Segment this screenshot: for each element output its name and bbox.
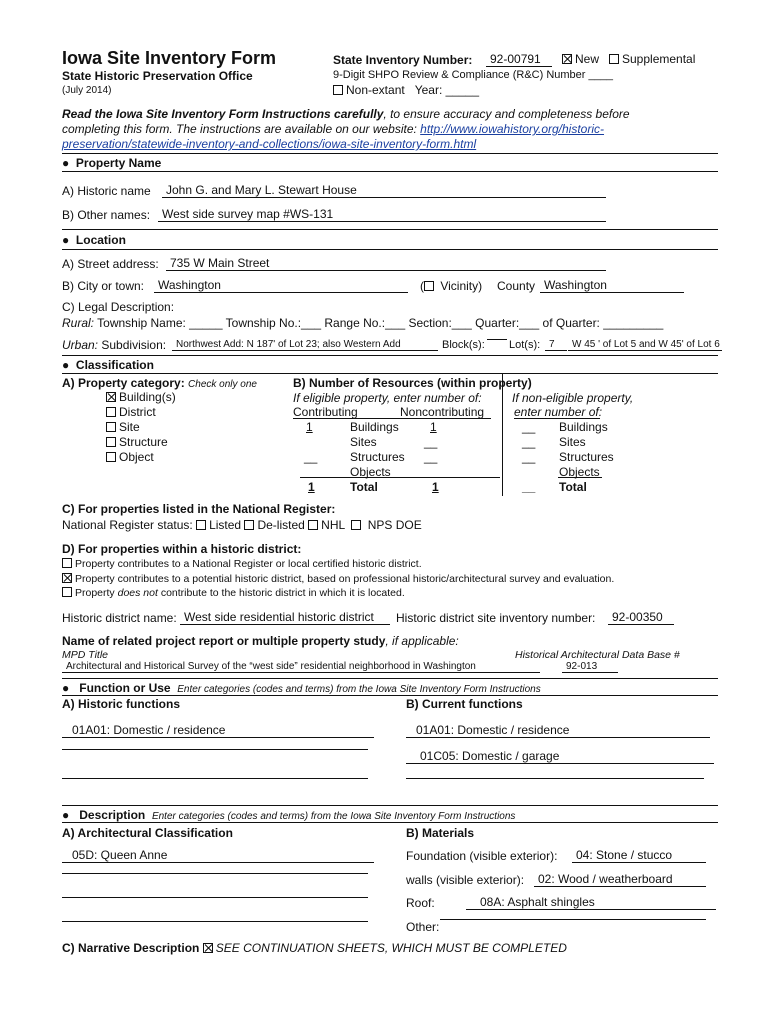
district-name-field[interactable]: West side residential historic district xyxy=(180,610,390,625)
category-list xyxy=(106,390,176,465)
lots-label: Lot(s): xyxy=(509,339,541,351)
noneligible-rows: __ Buildings __ Sites __ Structures Objects __ Total xyxy=(522,420,614,494)
contributes-nr-checkbox[interactable] xyxy=(62,558,72,568)
historic-name-field[interactable]: John G. and Mary L. Stewart House xyxy=(162,183,606,198)
category-structure[interactable]: Structure xyxy=(106,435,176,450)
office-name: State Historic Preservation Office xyxy=(62,69,253,83)
architectural-classification-label: A) Architectural Classification xyxy=(62,826,233,840)
historic-district-heading: D) For properties within a historic district: xyxy=(62,542,302,556)
divider xyxy=(62,171,718,172)
historic-functions-label: A) Historic functions xyxy=(62,697,181,711)
foundation-label: Foundation (visible exterior): xyxy=(406,849,558,863)
listed-checkbox[interactable] xyxy=(196,520,206,530)
noncontributing-header: Noncontributing xyxy=(400,405,485,419)
district-options xyxy=(62,557,614,601)
narrative-checkbox[interactable] xyxy=(203,943,213,953)
walls-field[interactable]: 02: Wood / weatherboard xyxy=(534,872,706,887)
rural-line: Rural: Township Name: _____ Township No.:___ Range No.:___ Section:___ Quarter:___ of Quarter: _________ xyxy=(62,316,664,330)
national-register-heading: C) For properties listed in the National Register: xyxy=(62,502,336,516)
noneligible-count[interactable]: __ xyxy=(522,420,536,434)
blocks-label: Block(s): xyxy=(442,339,485,351)
arch-classification-field-2[interactable] xyxy=(62,873,368,874)
urban-line: Urban: Subdivision: xyxy=(62,338,167,352)
section-function: ● Function or Use Enter categories (codes and terms) from the Iowa Site Inventory Form Instructions xyxy=(62,681,541,695)
district-option-not-contributes[interactable]: Property does not contribute to the historic district in which it is located. xyxy=(62,586,614,601)
resources-header-rule xyxy=(293,418,491,419)
arch-classification-field-4[interactable] xyxy=(62,921,368,922)
divider xyxy=(62,153,718,154)
nhl-checkbox[interactable] xyxy=(308,520,318,530)
current-function-field-3[interactable] xyxy=(406,778,704,779)
legal-description-label: C) Legal Description: xyxy=(62,300,175,314)
property-category-heading: A) Property category: Check only one xyxy=(62,376,257,390)
resource-rows xyxy=(300,420,460,495)
resource-row-total: 1 Total 1 xyxy=(308,480,439,494)
foundation-field[interactable]: 04: Stone / stucco xyxy=(572,848,706,863)
historic-function-field-1[interactable]: 01A01: Domestic / residence xyxy=(62,723,374,738)
shpo-number-label: 9-Digit SHPO Review & Compliance (R&C) Number ____ xyxy=(333,69,613,81)
current-function-field-1[interactable]: 01A01: Domestic / residence xyxy=(406,723,710,738)
eligible-hint: If eligible property, enter number of: xyxy=(293,391,482,405)
instructions-line1: Read the Iowa Site Inventory Form Instructions carefully, to ensure accuracy and completeness before xyxy=(62,107,630,121)
new-checkbox[interactable] xyxy=(562,54,572,64)
resources-divider xyxy=(502,374,503,496)
divider xyxy=(62,805,718,806)
other-names-label: B) Other names: xyxy=(62,208,151,222)
instructions-link-cont[interactable]: preservation/statewide-inventory-and-collections/iowa-site-inventory-form.html xyxy=(62,137,477,151)
divider xyxy=(62,249,718,250)
database-number-field[interactable]: 92-013 xyxy=(562,661,618,673)
vicinity-option[interactable]: ( Vicinity) xyxy=(420,279,483,293)
noneligible-hint-2: enter number of: xyxy=(514,405,603,419)
street-address-field[interactable]: 735 W Main Street xyxy=(166,256,606,271)
database-number-label: Historical Architectural Data Base # xyxy=(515,649,680,661)
divider xyxy=(62,373,718,374)
supplemental-checkbox[interactable] xyxy=(609,54,619,64)
related-study-heading: Name of related project report or multiple property study, if applicable: xyxy=(62,634,459,648)
nonextant-option[interactable]: Non-extant Year: _____ xyxy=(333,83,479,97)
district-option-contributes-nr[interactable]: Property contributes to a National Register or local certified historic district. xyxy=(62,557,614,572)
other-materials-label: Other: xyxy=(406,920,440,934)
section-location: ● Location xyxy=(62,233,126,247)
instructions-line3 xyxy=(62,137,476,151)
divider xyxy=(62,355,718,356)
other-materials-field[interactable] xyxy=(440,919,706,920)
divider xyxy=(62,695,718,696)
resource-row-structures: __ Structures __ xyxy=(304,450,438,464)
category-site[interactable]: Site xyxy=(106,420,176,435)
noncontributing-count[interactable]: 1 xyxy=(430,420,437,434)
roof-field[interactable]: 08A: Asphalt shingles xyxy=(466,895,716,910)
subdivision-field[interactable]: Northwest Add: N 187' of Lot 23; also Western Add xyxy=(172,339,438,351)
state-inventory-label: State Inventory Number: xyxy=(333,53,473,67)
arch-classification-field-1[interactable]: 05D: Queen Anne xyxy=(62,848,374,863)
resource-row-sites: Sites __ xyxy=(350,435,438,449)
contributing-header: Contributing xyxy=(293,405,358,419)
instructions-link[interactable]: http://www.iowahistory.org/historic- xyxy=(420,122,605,136)
noneligible-total[interactable]: __ xyxy=(522,480,536,494)
nonextant-checkbox[interactable] xyxy=(333,85,343,95)
walls-label: walls (visible exterior): xyxy=(406,873,525,887)
county-label: County xyxy=(497,279,536,293)
nr-listed-option[interactable]: Listed xyxy=(196,518,241,532)
current-functions-label: B) Current functions xyxy=(406,697,523,711)
lots-description-field[interactable]: W 45 ' of Lot 5 and W 45' of Lot 6 xyxy=(568,339,722,351)
materials-label: B) Materials xyxy=(406,826,475,840)
noncontributing-count[interactable]: __ xyxy=(424,450,438,464)
nr-nhl-option[interactable]: NHL xyxy=(308,518,345,532)
historic-function-field-2[interactable] xyxy=(62,749,368,750)
contributing-count[interactable]: __ xyxy=(304,450,318,464)
nr-delisted-option[interactable]: De-listed xyxy=(244,518,304,532)
form-date: (July 2014) xyxy=(62,85,112,96)
resource-row-buildings: 1 Buildings 1 xyxy=(306,420,437,434)
nr-status-line: National Register status: Listed De-listed NHL NPS DOE xyxy=(62,518,422,532)
npsdoe-checkbox[interactable] xyxy=(351,520,361,530)
section-description: ● Description Enter categories (codes and terms) from the Iowa Site Inventory Form Instructions xyxy=(62,808,516,822)
roof-label: Roof: xyxy=(406,896,435,910)
new-option[interactable]: New xyxy=(562,52,599,66)
district-checkbox[interactable] xyxy=(106,407,116,417)
contributing-total[interactable]: 1 xyxy=(308,480,315,494)
noneligible-count[interactable]: __ xyxy=(522,450,536,464)
noncontributing-count[interactable]: __ xyxy=(424,435,438,449)
year-label: Year: _____ xyxy=(414,83,480,97)
contributing-count[interactable]: 1 xyxy=(306,420,313,434)
noneligible-header-rule xyxy=(514,418,600,419)
noneligible-hint: If non-eligible property, xyxy=(512,391,634,405)
other-names-field[interactable]: West side survey map #WS-131 xyxy=(158,207,606,222)
street-address-label: A) Street address: xyxy=(62,257,159,271)
contributes-potential-checkbox[interactable] xyxy=(62,573,72,583)
form-title: Iowa Site Inventory Form xyxy=(62,48,277,68)
city-label: B) City or town: xyxy=(62,279,145,293)
total-rule xyxy=(300,477,500,478)
historic-name-label: A) Historic name xyxy=(62,184,151,198)
noncontributing-total[interactable]: 1 xyxy=(432,480,439,494)
lots-field[interactable]: 7 xyxy=(545,339,567,351)
object-checkbox[interactable] xyxy=(106,452,116,462)
divider xyxy=(62,822,718,823)
divider xyxy=(62,678,718,679)
category-district[interactable]: District xyxy=(106,405,176,420)
district-option-contributes-potential[interactable]: Property contributes to a potential historic district, based on professional historic/architectural survey and evaluation. xyxy=(62,572,614,587)
instructions-line2: completing this form. The instructions are available on our website: http://www.iowahistory.org/historic- xyxy=(62,122,605,136)
state-inventory-field[interactable]: 92-00791 xyxy=(486,52,552,67)
nr-npsdoe-option[interactable]: NPS DOE xyxy=(351,518,421,532)
noneligible-total-rule xyxy=(558,477,602,478)
structure-checkbox[interactable] xyxy=(106,437,116,447)
mpd-title-label: MPD Title xyxy=(62,649,108,661)
city-field[interactable]: Washington xyxy=(154,278,408,293)
district-name-label: Historic district name: xyxy=(62,611,177,625)
not-contributes-checkbox[interactable] xyxy=(62,587,72,597)
district-site-inv-label: Historic district site inventory number: xyxy=(396,611,596,625)
category-object[interactable]: Object xyxy=(106,450,176,465)
site-checkbox[interactable] xyxy=(106,422,116,432)
delisted-checkbox[interactable] xyxy=(244,520,254,530)
supplemental-option[interactable]: Supplemental xyxy=(609,52,695,66)
historic-function-field-3[interactable] xyxy=(62,778,368,779)
divider xyxy=(62,229,718,230)
current-function-field-2[interactable]: 01C05: Domestic / garage xyxy=(406,749,714,764)
arch-classification-field-3[interactable] xyxy=(62,897,368,898)
vicinity-checkbox[interactable] xyxy=(424,281,434,291)
section-classification: ● Classification xyxy=(62,358,154,372)
category-building[interactable]: Building(s) xyxy=(106,390,176,405)
district-site-inv-field[interactable]: 92-00350 xyxy=(608,610,674,625)
noneligible-count[interactable]: __ xyxy=(522,435,536,449)
county-field[interactable]: Washington xyxy=(540,278,684,293)
narrative-description: C) Narrative Description SEE CONTINUATION SHEETS, WHICH MUST BE COMPLETED xyxy=(62,941,567,955)
building-checkbox[interactable] xyxy=(106,392,116,402)
resource-row-objects: Objects xyxy=(350,465,391,479)
blocks-field[interactable] xyxy=(487,339,507,340)
section-property-name: ● Property Name xyxy=(62,156,162,170)
mpd-title-field[interactable]: Architectural and Historical Survey of the “west side” residential neighborhood in Washington xyxy=(62,661,540,673)
resources-heading: B) Number of Resources (within property) xyxy=(293,376,532,390)
